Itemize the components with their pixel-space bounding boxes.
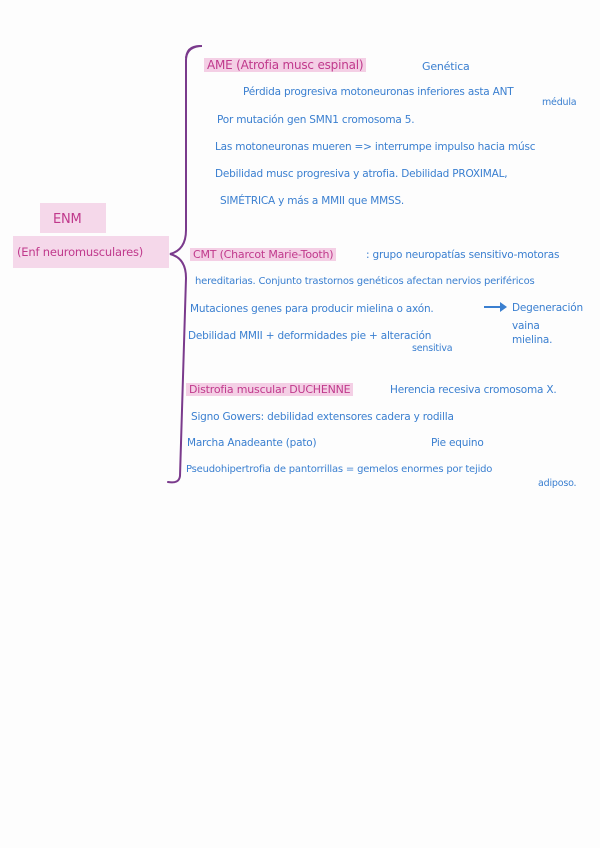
arrow-icon <box>484 302 507 312</box>
ame-tag: Genética <box>422 60 470 73</box>
cmt-line-4: Debilidad MMII + deformidades pie + alteración <box>188 330 432 342</box>
ame-line-2: Por mutación gen SMN1 cromosoma 5. <box>217 114 415 126</box>
cmt-line-4b: sensitiva <box>412 343 453 354</box>
duchenne-line-5: Pseudohipertrofia de pantorrillas = gemelos enormes por tejido <box>186 464 493 475</box>
ame-line-5: SIMÉTRICA y más a MMII que MMSS. <box>220 195 405 207</box>
duchenne-line-1: Herencia recesiva cromosoma X. <box>390 384 557 396</box>
ame-line-1: Pérdida progresiva motoneuronas inferiores asta ANT <box>243 86 514 98</box>
cmt-heading: CMT (Charcot Marie-Tooth) <box>190 248 336 261</box>
duchenne-line-4: Pie equino <box>431 437 484 449</box>
ame-line-4: Debilidad musc progresiva y atrofia. Debilidad PROXIMAL, <box>215 168 508 180</box>
ame-heading: AME (Atrofia musc espinal) <box>204 58 366 72</box>
cmt-line-3: Mutaciones genes para producir mielina o axón. <box>190 303 434 315</box>
duchenne-line-2: Signo Gowers: debilidad extensores cadera y rodilla <box>191 411 454 423</box>
ame-line-1b: médula <box>542 97 577 108</box>
duchenne-heading: Distrofia muscular DUCHENNE <box>186 383 353 396</box>
duchenne-line-3: Marcha Anadeante (pato) <box>187 437 317 449</box>
ame-line-3: Las motoneuronas mueren => interrumpe impulso hacia músc <box>215 141 536 153</box>
cmt-line-2: hereditarias. Conjunto trastornos genéticos afectan nervios periféricos <box>195 276 535 287</box>
brace-top-hook <box>186 46 202 58</box>
cmt-result-1: Degeneración <box>512 302 583 314</box>
cmt-result-2: vaina <box>512 320 540 332</box>
root-title: ENM <box>53 212 82 227</box>
root-subtitle: (Enf neuromusculares) <box>17 245 144 259</box>
cmt-result-3: mielina. <box>512 334 553 346</box>
duchenne-line-5b: adiposo. <box>538 478 577 489</box>
cmt-line-1: : grupo neuropatías sensitivo-motoras <box>366 249 560 261</box>
